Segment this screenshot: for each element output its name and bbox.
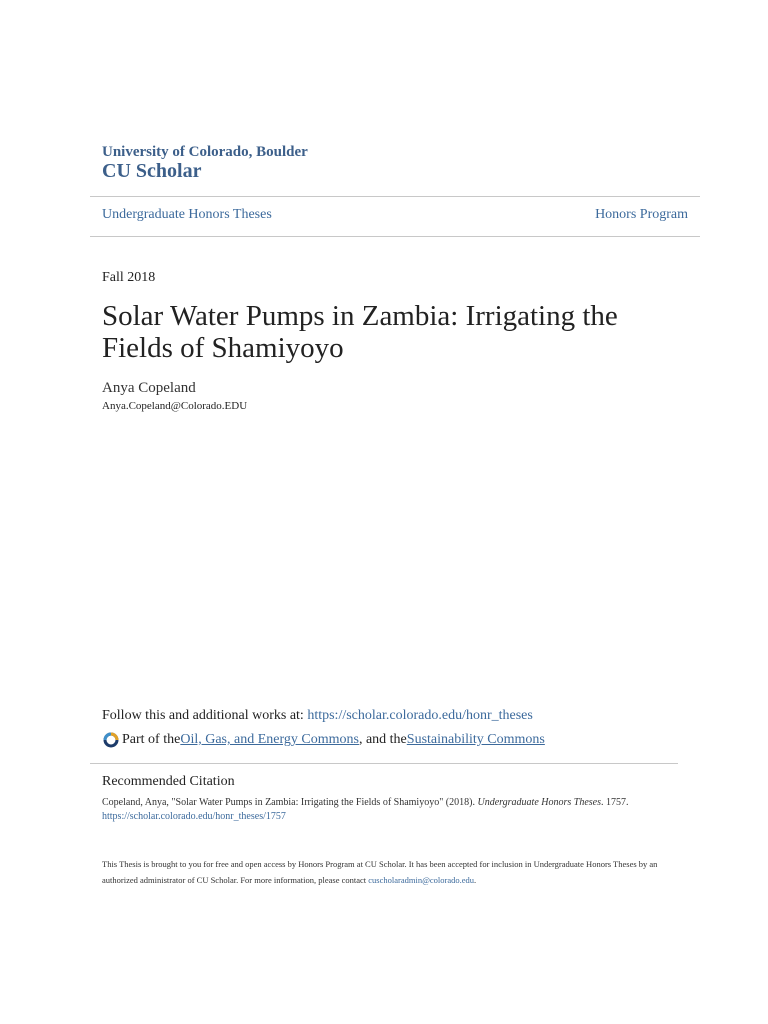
follow-line xyxy=(102,708,533,724)
divider-top xyxy=(90,196,700,197)
publication-date: Fall 2018 xyxy=(102,270,156,285)
citation-text xyxy=(102,796,682,824)
follow-url-link[interactable]: https://scholar.colorado.edu/honr_theses xyxy=(307,708,533,723)
sustainability-commons-link[interactable]: Sustainability Commons xyxy=(406,732,545,747)
commons-prefix: Part of the xyxy=(122,732,181,747)
institution-name: University of Colorado, Boulder xyxy=(102,144,308,160)
recommended-citation-heading: Recommended Citation xyxy=(102,774,235,789)
contact-email-link[interactable]: cuscholaradmin@colorado.edu xyxy=(368,875,475,885)
access-note xyxy=(102,856,682,888)
citation-series: Undergraduate Honors Theses xyxy=(477,797,601,808)
commons-middle: , and the xyxy=(358,732,407,747)
repository-name: CU Scholar xyxy=(102,160,202,182)
follow-text: Follow this and additional works at: xyxy=(102,708,308,723)
access-note-text: This Thesis is brought to you for free and open access by Honors Program at CU Scholar. It has been accepted for inclusion in Undergraduate Honors Theses by an authorized administrator of CU Scholar. For more information, please contact xyxy=(102,859,658,885)
citation-url-link[interactable]: https://scholar.colorado.edu/honr_theses/1757 xyxy=(102,811,286,822)
paper-title: Solar Water Pumps in Zambia: Irrigating the Fields of Shamiyoyo xyxy=(102,300,618,364)
author-email: Anya.Copeland@Colorado.EDU xyxy=(102,400,248,412)
divider-citation xyxy=(90,763,678,764)
citation-number: . 1757. xyxy=(600,797,629,808)
access-note-end: . xyxy=(474,875,477,885)
bepress-commons-icon xyxy=(102,731,120,749)
series-link[interactable]: Undergraduate Honors Theses xyxy=(102,207,272,222)
divider-bottom xyxy=(90,236,700,237)
commons-line xyxy=(102,731,545,749)
author-name: Anya Copeland xyxy=(102,380,196,396)
program-link[interactable]: Honors Program xyxy=(595,207,688,222)
oil-gas-energy-commons-link[interactable]: Oil, Gas, and Energy Commons xyxy=(180,732,359,747)
citation-main: Copeland, Anya, "Solar Water Pumps in Zambia: Irrigating the Fields of Shamiyoyo" (2018). xyxy=(102,797,478,808)
